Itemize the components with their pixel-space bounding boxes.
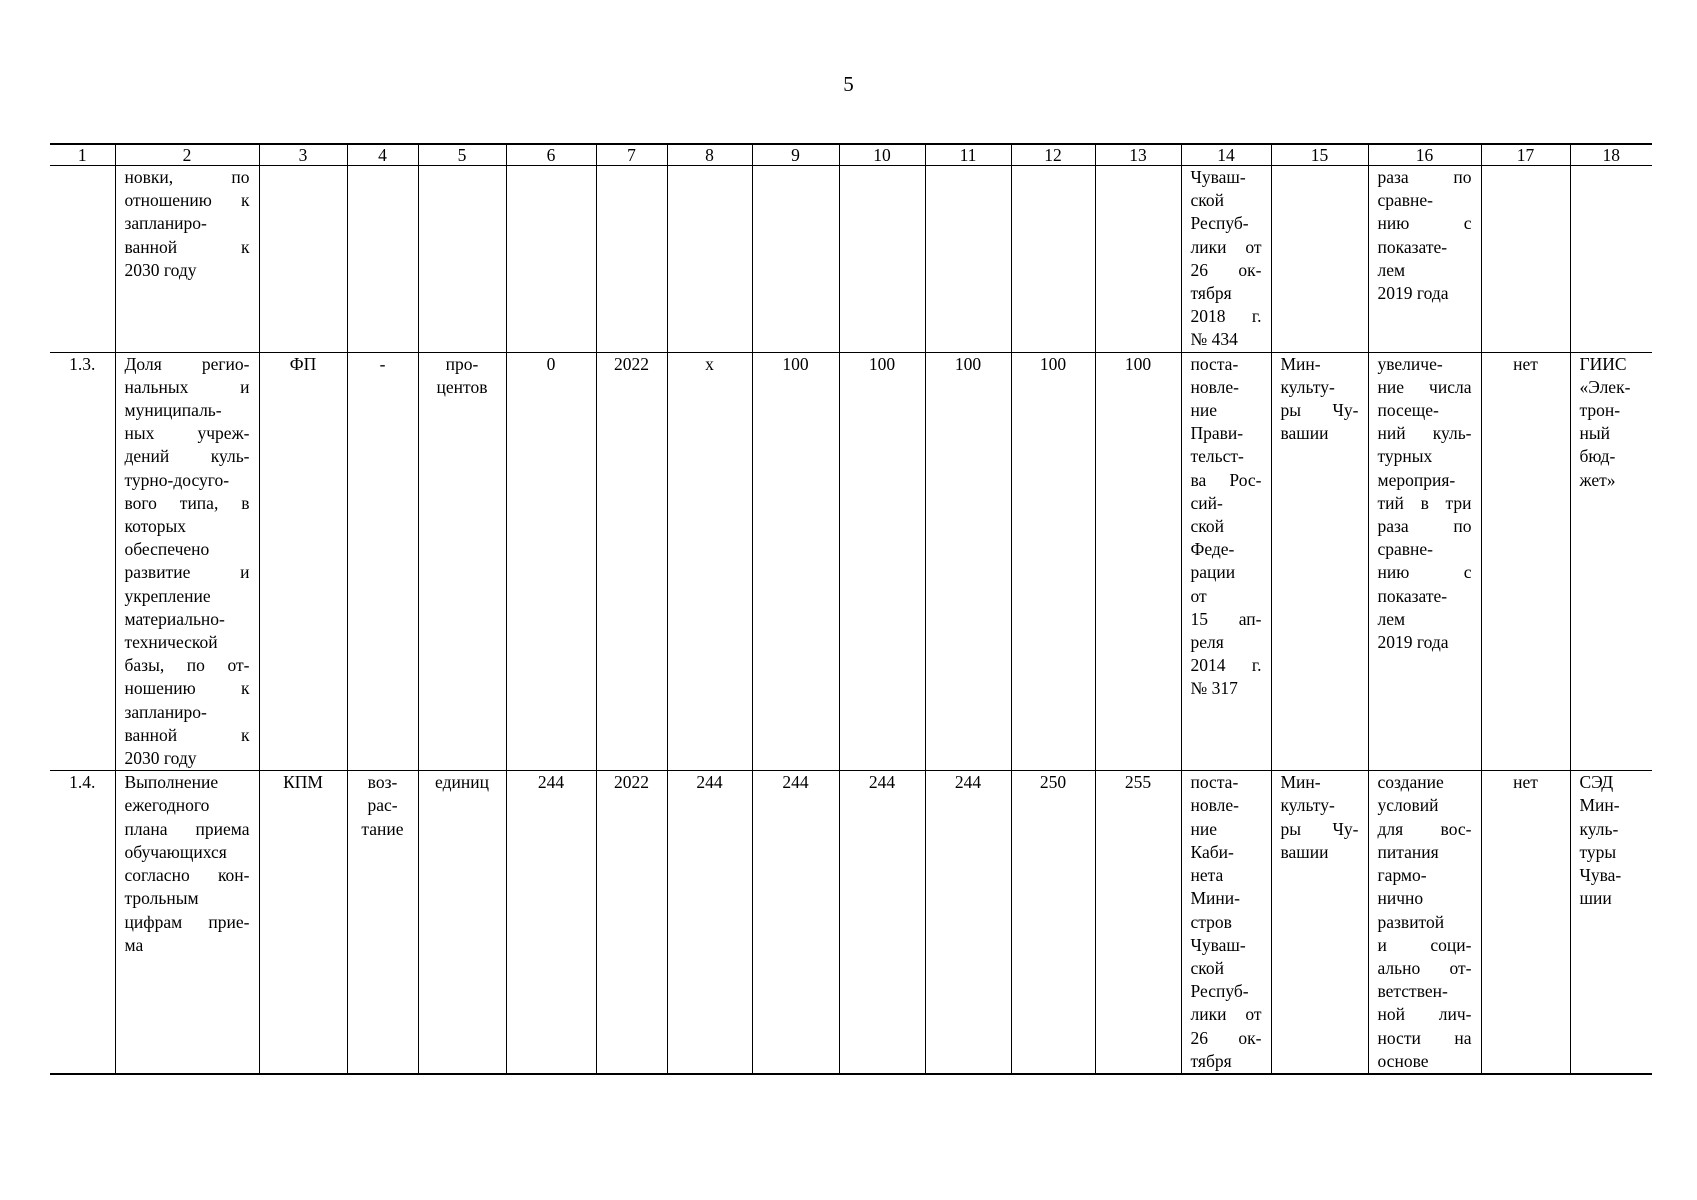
cell-col-6 (506, 166, 596, 353)
cell-line: бюд- (1579, 446, 1616, 467)
cell-line: культу- (1280, 376, 1335, 397)
cell-col-18 (1570, 166, 1652, 353)
cell-col-14 (1181, 771, 1271, 1074)
cell-line: ванной к (124, 724, 250, 745)
cell-col-16 (1368, 166, 1481, 353)
cell-line: нальных и (124, 376, 250, 397)
cell-line: 26 ок- (1190, 259, 1262, 280)
page-number: 5 (843, 72, 854, 96)
cell-line: тание (361, 818, 404, 839)
cell-col-11: 244 (925, 771, 1011, 1074)
cell-line: обеспечено (124, 539, 210, 560)
cell-line: ности на (1377, 1027, 1472, 1048)
cell-line: укрепление (124, 585, 211, 606)
cell-line: 2018 г. (1190, 306, 1262, 327)
table-row (50, 166, 1652, 353)
cell-line: трольным (124, 888, 199, 909)
cell-col-10 (839, 166, 925, 353)
cell-line: воз- (367, 772, 398, 793)
cell-line: ежегодного (124, 795, 210, 816)
cell-line: вого типа, в (124, 492, 250, 513)
cell-line: 2014 г. (1190, 655, 1262, 676)
cell-col-9: 100 (752, 352, 839, 771)
cell-col-17 (1481, 166, 1570, 353)
cell-line: тий в три (1377, 492, 1472, 513)
cell-line: трон- (1579, 400, 1621, 421)
cell-line: 2030 году (124, 748, 197, 769)
cell-line: от (1190, 585, 1207, 606)
cell-col-9 (752, 166, 839, 353)
cell-col-16 (1368, 771, 1481, 1074)
cell-line: Мини- (1190, 888, 1240, 909)
cell-line: увеличе- (1377, 353, 1443, 374)
cell-line: материально- (124, 608, 225, 629)
cell-col-2 (115, 352, 259, 771)
table-row (50, 771, 1652, 1074)
cell-line: основе (1377, 1050, 1429, 1071)
column-number-16: 16 (1368, 144, 1481, 166)
cell-line: СЭД (1579, 772, 1614, 793)
cell-line: создание (1377, 772, 1444, 793)
cell-line: 15 ап- (1190, 608, 1262, 629)
column-number-15: 15 (1271, 144, 1368, 166)
cell-line: лики от (1190, 1004, 1262, 1025)
cell-line: новле- (1190, 795, 1239, 816)
cell-line: условий (1377, 795, 1439, 816)
column-number-1: 1 (50, 144, 115, 166)
cell-line: Выполнение (124, 772, 219, 793)
cell-line: Чуваш- (1190, 934, 1246, 955)
cell-col-2 (115, 771, 259, 1074)
cell-line: 2019 года (1377, 283, 1449, 304)
cell-line: запланиро- (124, 701, 207, 722)
cell-line: Доля регио- (124, 353, 250, 374)
cell-col-12 (1011, 166, 1095, 353)
cell-col-17: нет (1481, 771, 1570, 1074)
cell-line: Феде- (1190, 539, 1235, 560)
cell-col-17: нет (1481, 352, 1570, 771)
cell-line: раза по (1377, 516, 1472, 537)
cell-col-1: 1.3. (50, 352, 115, 771)
cell-line: ГИИС (1579, 353, 1627, 374)
cell-line: развитие и (124, 562, 250, 583)
column-number-11: 11 (925, 144, 1011, 166)
cell-line: 26 ок- (1190, 1027, 1262, 1048)
cell-line: нета (1190, 865, 1224, 886)
column-number-17: 17 (1481, 144, 1570, 166)
cell-line: обучающихся (124, 841, 227, 862)
cell-line: ние (1190, 400, 1217, 421)
cell-line: и соци- (1377, 934, 1472, 955)
cell-col-15 (1271, 166, 1368, 353)
cell-line: цифрам прие- (124, 911, 250, 932)
cell-col-7: 2022 (596, 771, 667, 1074)
cell-line: ной лич- (1377, 1004, 1472, 1025)
cell-col-4 (347, 166, 418, 353)
table-row (50, 352, 1652, 771)
cell-line: поста- (1190, 772, 1239, 793)
cell-line: Мин- (1579, 795, 1620, 816)
cell-line: вашии (1280, 841, 1329, 862)
cell-line: центов (436, 376, 488, 397)
cell-line: ветствен- (1377, 981, 1448, 1002)
cell-col-5 (418, 352, 506, 771)
cell-col-13: 255 (1095, 771, 1181, 1074)
cell-col-8: 244 (667, 771, 752, 1074)
cell-col-4: - (347, 352, 418, 771)
cell-line: ный (1579, 423, 1610, 444)
cell-col-18 (1570, 771, 1652, 1074)
cell-line: про- (445, 353, 479, 374)
cell-line: ры Чу- (1280, 818, 1359, 839)
cell-line: питания (1377, 841, 1439, 862)
cell-line: 2030 году (124, 259, 197, 280)
column-number-7: 7 (596, 144, 667, 166)
cell-line: нию с (1377, 213, 1472, 234)
cell-line: рас- (367, 795, 398, 816)
cell-line: Мин- (1280, 772, 1321, 793)
cell-line: нию с (1377, 562, 1472, 583)
cell-line: показате- (1377, 585, 1448, 606)
cell-col-1 (50, 166, 115, 353)
cell-line: реля (1190, 632, 1224, 653)
cell-line: стров (1190, 911, 1232, 932)
cell-col-12: 250 (1011, 771, 1095, 1074)
column-number-4: 4 (347, 144, 418, 166)
cell-line: Респуб- (1190, 213, 1249, 234)
cell-col-7 (596, 166, 667, 353)
cell-line: сравне- (1377, 539, 1434, 560)
cell-line: базы, по от- (124, 655, 250, 676)
cell-line: турных (1377, 446, 1433, 467)
cell-line: лем (1377, 608, 1406, 629)
cell-col-18 (1570, 352, 1652, 771)
cell-col-8 (667, 166, 752, 353)
cell-col-16 (1368, 352, 1481, 771)
cell-col-15 (1271, 352, 1368, 771)
cell-line: турно-досуго- (124, 469, 230, 490)
cell-line: ношению к (124, 678, 250, 699)
cell-line: № 434 (1190, 329, 1238, 350)
cell-col-5 (418, 166, 506, 353)
table-header-row (50, 144, 1652, 166)
cell-col-11 (925, 166, 1011, 353)
cell-line: ва Рос- (1190, 469, 1262, 490)
cell-line: единиц (435, 772, 489, 793)
cell-line: посеще- (1377, 400, 1439, 421)
cell-line: ний куль- (1377, 423, 1472, 444)
cell-col-7: 2022 (596, 352, 667, 771)
cell-col-11: 100 (925, 352, 1011, 771)
cell-line: вашии (1280, 423, 1329, 444)
cell-line: гармо- (1377, 865, 1427, 886)
cell-col-3: ФП (259, 352, 347, 771)
cell-col-8: х (667, 352, 752, 771)
cell-line: сравне- (1377, 190, 1434, 211)
cell-line: которых (124, 516, 187, 537)
cell-line: рации (1190, 562, 1236, 583)
cell-col-5 (418, 771, 506, 1074)
cell-line: ской (1190, 957, 1224, 978)
cell-line: ма (124, 934, 144, 955)
cell-col-10: 244 (839, 771, 925, 1074)
cell-col-14 (1181, 166, 1271, 353)
cell-col-2 (115, 166, 259, 353)
cell-line: раза по (1377, 167, 1472, 187)
cell-line: отношению к (124, 190, 250, 211)
cell-col-4 (347, 771, 418, 1074)
cell-col-1: 1.4. (50, 771, 115, 1074)
cell-line: культу- (1280, 795, 1335, 816)
cell-col-6: 0 (506, 352, 596, 771)
cell-col-6: 244 (506, 771, 596, 1074)
cell-line: ванной к (124, 236, 250, 257)
cell-line: туры (1579, 841, 1617, 862)
cell-col-14 (1181, 352, 1271, 771)
cell-line: Каби- (1190, 841, 1234, 862)
cell-line: № 317 (1190, 678, 1238, 699)
cell-line: плана приема (124, 818, 250, 839)
cell-line: муниципаль- (124, 400, 222, 421)
cell-col-3: КПМ (259, 771, 347, 1074)
cell-line: согласно кон- (124, 865, 250, 886)
cell-line: лики от (1190, 236, 1262, 257)
cell-line: ально от- (1377, 957, 1472, 978)
cell-line: Мин- (1280, 353, 1321, 374)
cell-line: ных учреж- (124, 423, 250, 444)
cell-line: тября (1190, 1050, 1232, 1071)
column-number-3: 3 (259, 144, 347, 166)
column-number-9: 9 (752, 144, 839, 166)
cell-line: лем (1377, 259, 1406, 280)
cell-line: запланиро- (124, 213, 207, 234)
cell-line: Респуб- (1190, 981, 1249, 1002)
cell-line: тельст- (1190, 446, 1244, 467)
cell-line: «Элек- (1579, 376, 1631, 397)
cell-line: Чуваш- (1190, 167, 1246, 187)
cell-line: новки, по (124, 167, 250, 187)
column-number-14: 14 (1181, 144, 1271, 166)
cell-line: поста- (1190, 353, 1239, 374)
column-number-12: 12 (1011, 144, 1095, 166)
cell-line: ской (1190, 190, 1224, 211)
column-number-2: 2 (115, 144, 259, 166)
cell-line: показате- (1377, 236, 1448, 257)
cell-line: сий- (1190, 492, 1223, 513)
cell-col-9: 244 (752, 771, 839, 1074)
cell-col-12: 100 (1011, 352, 1095, 771)
indicators-table (50, 143, 1652, 1075)
column-number-18: 18 (1570, 144, 1652, 166)
cell-line: тября (1190, 283, 1232, 304)
cell-line: ние (1190, 818, 1217, 839)
cell-col-3 (259, 166, 347, 353)
column-number-8: 8 (667, 144, 752, 166)
cell-line: дений куль- (124, 446, 250, 467)
cell-line: технической (124, 632, 218, 653)
column-number-6: 6 (506, 144, 596, 166)
cell-col-13: 100 (1095, 352, 1181, 771)
cell-col-13 (1095, 166, 1181, 353)
cell-col-10: 100 (839, 352, 925, 771)
cell-line: ры Чу- (1280, 400, 1359, 421)
cell-line: ской (1190, 516, 1224, 537)
cell-line: жет» (1579, 469, 1616, 490)
column-number-13: 13 (1095, 144, 1181, 166)
cell-line: Чува- (1579, 865, 1622, 886)
cell-line: 2019 года (1377, 632, 1449, 653)
cell-line: куль- (1579, 818, 1619, 839)
cell-line: новле- (1190, 376, 1239, 397)
column-number-5: 5 (418, 144, 506, 166)
cell-line: ние числа (1377, 376, 1472, 397)
cell-line: мероприя- (1377, 469, 1456, 490)
cell-col-15 (1271, 771, 1368, 1074)
cell-line: развитой (1377, 911, 1445, 932)
cell-line: нично (1377, 888, 1424, 909)
cell-line: шии (1579, 888, 1612, 909)
cell-line: для вос- (1377, 818, 1472, 839)
column-number-10: 10 (839, 144, 925, 166)
cell-line: Прави- (1190, 423, 1244, 444)
